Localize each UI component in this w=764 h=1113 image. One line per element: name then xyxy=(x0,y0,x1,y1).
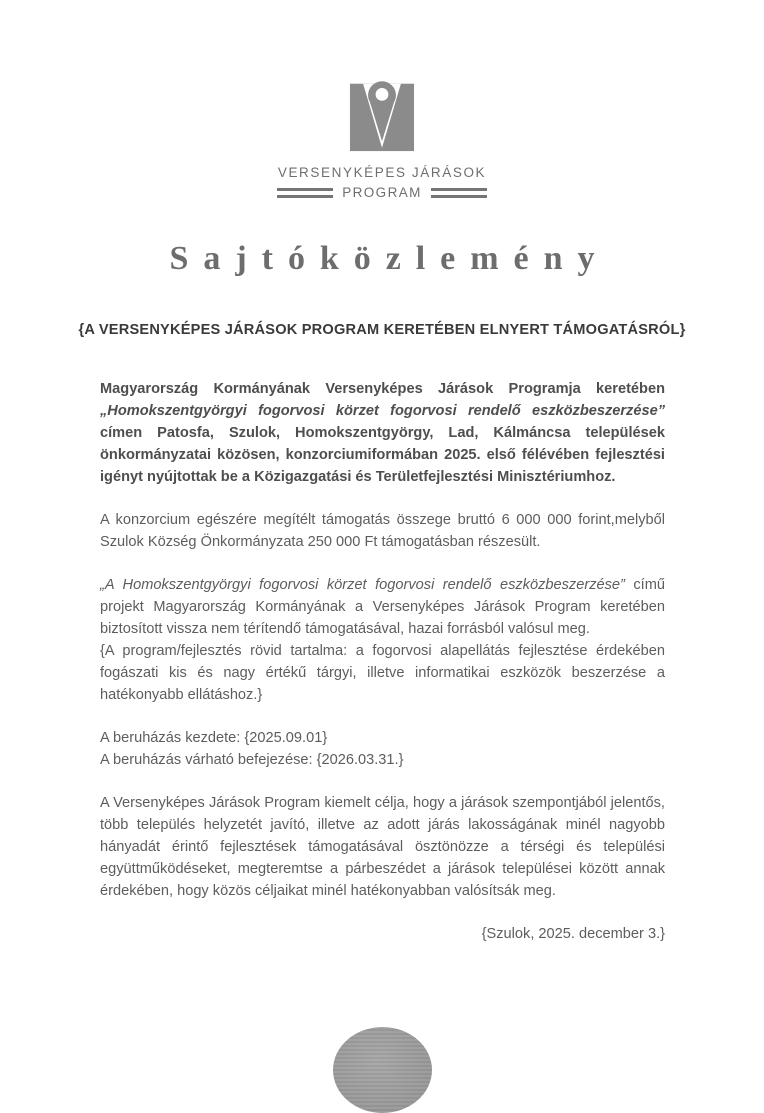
paragraph-intro-project-title: „Homokszentgyörgyi fogorvosi körzet fogorvosi rendelő eszközbeszerzése” xyxy=(100,403,665,419)
program-logo xyxy=(0,0,764,200)
stamp-circle xyxy=(333,1027,432,1113)
logo-bars-right-icon xyxy=(431,188,487,198)
location-pin-icon xyxy=(340,64,424,156)
logo-program-label: PROGRAM xyxy=(342,185,422,200)
logo-bars-left-icon xyxy=(277,188,333,198)
dateline: {Szulok, 2025. december 3.} xyxy=(481,926,665,942)
line-end-date: A beruházás várható befejezése: {2026.03.31.} xyxy=(100,752,404,768)
logo-name-line: VERSENYKÉPES JÁRÁSOK xyxy=(277,165,487,180)
paragraph-intro xyxy=(100,378,665,488)
paragraph-project-funding-text: című projekt Magyarország Kormányának a Versenyképes Járások Program keretében biztosított vissza nem térítendő támogatásával, hazai forrásból valósul meg. xyxy=(100,577,666,637)
paragraph-intro-post: címen Patosfa, Szulok, Homokszentgyörgy, Lad, Kálmáncsa települések önkormányzatai közösen, konzorciumiformában 2025. első félévében fejlesztési igényt nyújtottak be a Közigazgatási és Területfejlesztési Minisztériumhoz. xyxy=(100,425,665,485)
paragraph-grant-amount: A konzorcium egészére megítélt támogatás összege bruttó 6 000 000 forint,melyből Szulok Község Önkormányzata 250 000 Ft támogatásban részesült. xyxy=(100,512,665,550)
document-subtitle: {A VERSENYKÉPES JÁRÁSOK PROGRAM KERETÉBEN ELNYERT TÁMOGATÁSRÓL} xyxy=(78,322,686,338)
paragraph-intro-pre: Magyarország Kormányának Versenyképes Járások Programja keretében xyxy=(100,381,665,397)
paragraph-project-title: „A Homokszentgyörgyi fogorvosi körzet fogorvosi rendelő eszközbeszerzése” xyxy=(100,577,625,593)
page-title: Sajtóközlemény xyxy=(169,240,610,277)
paragraph-project-funding xyxy=(100,574,665,640)
document-body xyxy=(0,378,764,945)
paragraph-project-summary: {A program/fejlesztés rövid tartalma: a fogorvosi alapellátás fejlesztése érdekében fogászati kis és nagy értékű tárgyi, illetve informatikai eszközök beszerzése a hatékonyabb ellátáshoz.} xyxy=(100,643,665,703)
line-start-date: A beruházás kezdete: {2025.09.01} xyxy=(100,730,328,746)
paragraph-program-goal: A Versenyképes Járások Program kiemelt célja, hogy a járások szempontjából jelentős, több település helyzetét javító, illetve az adott járás lakosságának minél nagyobb hányadát érintő fejlesztések támogatásával ösztönözze a térségi és települési együttműködéseket, megteremtse a párbeszédet a járások települései között annak érdekében, hogy közös céljaikat minél hatékonyabban valósítsák meg. xyxy=(100,795,665,899)
logo-program-line xyxy=(0,185,764,200)
